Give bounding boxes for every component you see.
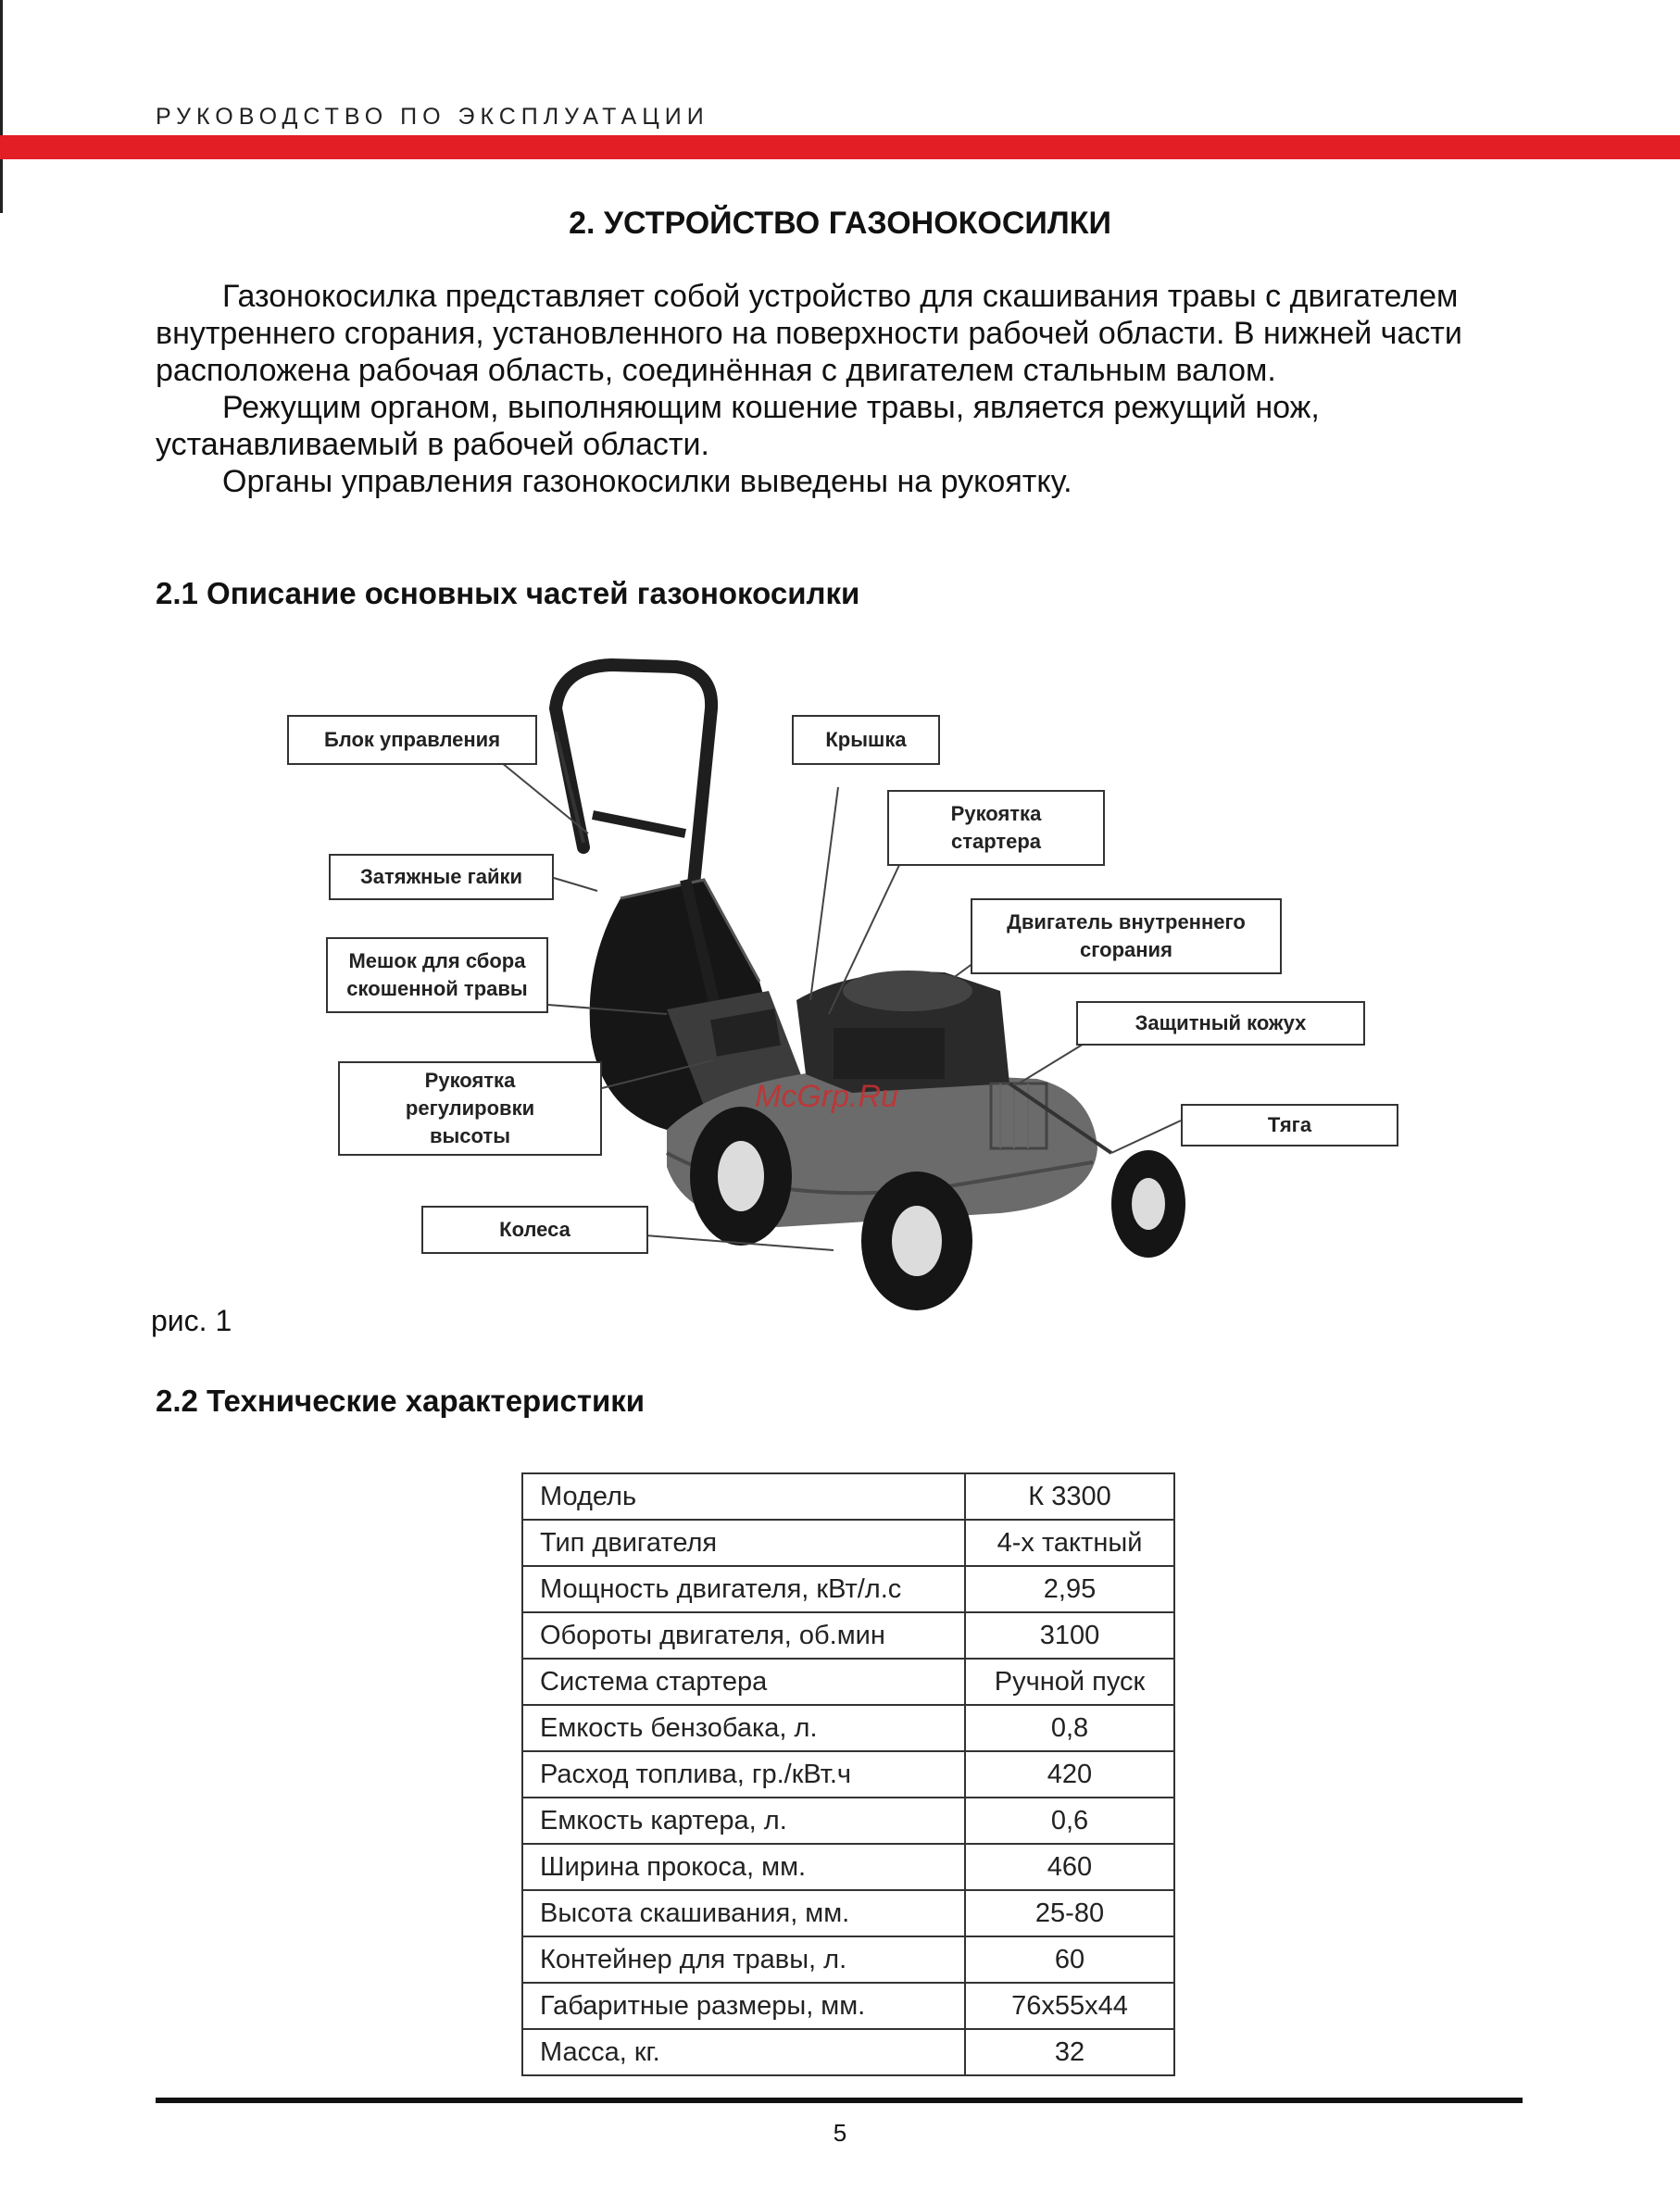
spec-row (522, 1659, 1174, 1705)
spec-value: 460 (965, 1844, 1174, 1890)
page-number: 5 (833, 2119, 847, 2147)
spec-row (522, 1798, 1174, 1844)
callout-tightening-nuts: Затяжные гайки (329, 854, 554, 900)
spec-row (522, 1566, 1174, 1612)
callout-engine: Двигатель внутреннего сгорания (971, 898, 1282, 974)
intro-paragraph-3: Органы управления газонокосилки выведены на рукоятку. (222, 464, 1072, 499)
spec-row (522, 1751, 1174, 1798)
footer-rule (156, 2098, 1523, 2103)
spec-row (522, 1612, 1174, 1659)
spec-value: К 3300 (965, 1473, 1174, 1520)
spec-value: 25-80 (965, 1890, 1174, 1936)
spec-param: Ширина прокоса, мм. (522, 1844, 965, 1890)
spec-param: Контейнер для травы, л. (522, 1936, 965, 1983)
spec-param: Габаритные размеры, мм. (522, 1983, 965, 2029)
callout-rod: Тяга (1181, 1104, 1398, 1146)
spec-value: 4-х тактный (965, 1520, 1174, 1566)
section-title: 2. УСТРОЙСТВО ГАЗОНОКОСИЛКИ (569, 206, 1111, 241)
spec-param: Мощность двигателя, кВт/л.с (522, 1566, 965, 1612)
spec-value: 60 (965, 1936, 1174, 1983)
callout-height-handle: Рукоятка регулировки высоты (338, 1061, 602, 1156)
page-edge-line (0, 0, 3, 213)
header-red-band (0, 135, 1680, 159)
spec-param: Расход топлива, гр./кВт.ч (522, 1751, 965, 1798)
callout-starter-handle: Рукоятка стартера (887, 790, 1105, 866)
intro-text (156, 278, 1536, 500)
spec-param: Емкость бензобака, л. (522, 1705, 965, 1751)
specs-table (521, 1472, 1175, 2076)
spec-param: Емкость картера, л. (522, 1798, 965, 1844)
spec-param: Тип двигателя (522, 1520, 965, 1566)
spec-value: 0,6 (965, 1798, 1174, 1844)
callout-cover: Крышка (792, 715, 940, 765)
spec-row (522, 1705, 1174, 1751)
watermark: McGrp.Ru (755, 1079, 898, 1114)
figure-caption: рис. 1 (151, 1304, 232, 1337)
spec-param: Обороты двигателя, об.мин (522, 1612, 965, 1659)
spec-value: 2,95 (965, 1566, 1174, 1612)
running-header: РУКОВОДСТВО ПО ЭКСПЛУАТАЦИИ (156, 104, 709, 130)
callout-guard: Защитный кожух (1076, 1001, 1365, 1046)
spec-row (522, 1983, 1174, 2029)
callout-wheels: Колеса (421, 1206, 648, 1254)
spec-param: Высота скашивания, мм. (522, 1890, 965, 1936)
spec-param: Модель (522, 1473, 965, 1520)
spec-value: 3100 (965, 1612, 1174, 1659)
callout-grass-bag: Мешок для сбора скошенной травы (326, 937, 548, 1013)
spec-row (522, 2029, 1174, 2075)
spec-row (522, 1520, 1174, 1566)
callout-control-block: Блок управления (287, 715, 537, 765)
spec-value: 76х55х44 (965, 1983, 1174, 2029)
spec-row (522, 1936, 1174, 1983)
spec-value: Ручной пуск (965, 1659, 1174, 1705)
intro-paragraph-2: Режущим органом, выполняющим кошение травы, является режущий нож, устанавливаемый в рабочей области. (156, 390, 1320, 462)
spec-value: 420 (965, 1751, 1174, 1798)
spec-value: 0,8 (965, 1705, 1174, 1751)
spec-param: Масса, кг. (522, 2029, 965, 2075)
spec-row (522, 1473, 1174, 1520)
parts-subtitle: 2.1 Описание основных частей газонокосилки (156, 576, 860, 610)
spec-value: 32 (965, 2029, 1174, 2075)
spec-row (522, 1844, 1174, 1890)
specs-subtitle: 2.2 Технические характеристики (156, 1384, 646, 1418)
spec-row (522, 1890, 1174, 1936)
intro-paragraph-1: Газонокосилка представляет собой устройство для скашивания травы с двигателем внутреннего сгорания, установленного на поверхности рабочей области. В нижней части расположена рабочая область, соединённая с двигателем стальным валом. (156, 279, 1462, 388)
spec-param: Система стартера (522, 1659, 965, 1705)
lawnmower-figure (278, 648, 1436, 1315)
